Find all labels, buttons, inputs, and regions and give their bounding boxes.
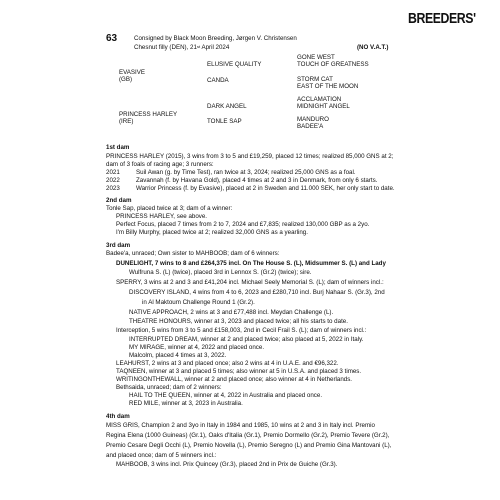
ped-sire-sire: ELUSIVE QUALITY [207, 61, 262, 68]
third-dam-line: Interception, 5 wins from 3 to 5 and £158,003, 2nd in Cecil Frail S. (L); dam of winners incl.: [116, 327, 367, 334]
ped-dam-dam: TONLE SAP [207, 118, 242, 125]
foal-text: Suil Awan (g. by Time Test), ran twice at 3, 2024; realized 25,000 GNS as a foal. [136, 169, 356, 176]
third-dam-line: Bethsaida, unraced; dam of 2 winners: [116, 384, 222, 391]
vat-note: (NO V.A.T.) [357, 44, 389, 51]
fourth-dam-line: MISS GRIS, Champion 2 and 3yo in Italy in 1984 and 1985, 10 wins at 2 and 3 in Italy incl. Premio [106, 422, 375, 429]
second-dam-heading: 2nd dam [106, 197, 132, 204]
ped-sds: STORM CAT EAST OF THE MOON [297, 76, 359, 90]
third-dam-line: Badee'a, unraced; Own sister to MAHBOOB; dam of 6 winners: [106, 250, 280, 257]
foal-row [106, 169, 356, 176]
third-dam-line: INTERRUPTED DREAM, winner at 2 and placed twice; also placed at 5, 2022 in Italy. [129, 336, 364, 343]
horse-description [134, 44, 229, 51]
foal-text: Zavannah (f. by Havana Gold), placed 4 times at 2 and 3 in Denmark, from only 6 starts. [136, 177, 378, 184]
second-dam-line: PRINCESS HARLEY, see above. [116, 213, 208, 220]
third-dam-line: in Al Maktoum Challenge Round 1 (Gr.2). [142, 299, 255, 306]
fourth-dam-line: MAHBOOB, 3 wins incl. Prix Quincey (Gr.3), placed 2nd in Prix de Guiche (Gr.3). [116, 461, 338, 468]
ped-dam [119, 112, 177, 125]
third-dam-line: HAIL TO THE QUEEN, winner at 4, 2022 in Australia and placed once. [129, 392, 323, 399]
fourth-dam-line: Regina Elena (1000 Guineas) (Gr.1), Oaks d'Italia (Gr.1), Premio Dormello (Gr.2), Premio Tevere (Gr.2), [106, 432, 390, 439]
foal-row [106, 185, 395, 192]
ped-sire-name: EVASIVE [119, 69, 146, 76]
third-dam-line: WRITINGONTHEWALL, winner at 2 and placed once; also winner at 4 in Netherlands. [116, 376, 353, 383]
first-dam-intro: PRINCESS HARLEY (2015), 3 wins from 3 to 5 and £19,259, placed 12 times; realized 85,000 GNS at 2; [106, 153, 394, 160]
foal-row [106, 177, 377, 184]
first-dam-intro2: dam of 3 foals of racing age; 3 runners: [106, 161, 214, 168]
foal-year: 2022 [106, 177, 120, 184]
third-dam-line: RED MILE, winner at 3, 2023 in Australia. [129, 400, 243, 407]
breeders-logo: BREEDERS' [408, 10, 476, 27]
third-dam-line: NATIVE APPROACH, 2 wins at 3 and £77,488 incl. Meydan Challenge (L). [129, 309, 334, 316]
ped-sire [119, 70, 145, 83]
ped-dam-sire: DARK ANGEL [207, 103, 247, 110]
third-dam-line: DUNELIGHT, 7 wins to 8 and £264,375 incl. On The House S. (L), Midsummer S. (L) and Lady [116, 260, 386, 267]
third-dam-line: DISCOVERY ISLAND, 4 wins from 4 to 6, 2023 and £280,710 incl. Burj Nahaar S. (Gr.3), 2nd [129, 289, 385, 296]
horse-date-sup: st [196, 44, 201, 49]
second-dam-line: I'm Billy Murphy, placed twice at 2; realized 32,000 GNS as a yearling. [116, 229, 308, 236]
consignor-line: Consigned by Black Moon Breeding, Jørgen V. Christensen [134, 35, 297, 42]
ped-sss: GONE WEST TOUCH OF GREATNESS [297, 54, 369, 68]
third-dam-line: SPERRY, 3 wins at 2 and 3 and £41,204 incl. Michael Seely Memorial S. (L); dam of winners incl.: [116, 279, 384, 286]
second-dam-line: Perfect Focus, placed 7 times from 2 to 7, 2024 and £7,835; realized 130,000 GBP as a 2yo. [116, 221, 370, 228]
ped-dam-country: (IRE) [119, 117, 134, 125]
third-dam-line: TAQNEEN, winner at 3 and placed 5 times; also winner at 5 in U.S.A. and placed 3 times. [116, 368, 362, 375]
ped-dss: ACCLAMATION MIDNIGHT ANGEL [297, 96, 350, 110]
horse-suffix: April 2024 [200, 44, 230, 51]
foal-year: 2023 [106, 185, 120, 192]
third-dam-line: Malcolm, placed 4 times at 3, 2022. [129, 352, 227, 359]
third-dam-line: Wulfruna S. (L) (twice), placed 3rd in Lennox S. (Gr.2) (twice); sire. [129, 269, 312, 276]
ped-sire-dam: CANDA [207, 77, 229, 84]
third-dam-line: LEAHURST, 2 wins at 3 and placed once; also 2 wins at 4 in U.A.E. and €96,322. [116, 360, 339, 367]
horse-prefix: Chesnut filly (DEN), 21 [134, 44, 197, 51]
ped-dds: MANDURO BADEE'A [297, 116, 329, 130]
third-dam-line: MY MIRAGE, winner at 4, 2022 and placed once. [129, 344, 265, 351]
second-dam-line: Tonle Sap, placed twice at 3; dam of a winner: [106, 205, 233, 212]
first-dam-heading: 1st dam [106, 144, 130, 151]
foal-text: Warrior Princess (f. by Evasive), placed at 2 in Sweden and 11.000 SEK, her only start to date. [136, 185, 395, 192]
third-dam-heading: 3rd dam [106, 242, 131, 249]
ped-sire-country: (GB) [119, 75, 133, 83]
third-dam-line: THEATRE HONOURS, winner at 3, 2023 and placed twice; all his starts to date. [129, 318, 348, 325]
foal-year: 2021 [106, 169, 120, 176]
ped-dam-name: PRINCESS HARLEY [119, 111, 178, 118]
lot-number: 63 [106, 33, 118, 44]
fourth-dam-line: Premio Cesare Degli Occhi (L), Premio Novella (L), Premio Seregno (L) and Premio Gina Mantovani (L), [106, 442, 392, 449]
fourth-dam-heading: 4th dam [106, 413, 130, 420]
fourth-dam-line: and placed once; dam of 5 winners incl.: [106, 452, 217, 459]
